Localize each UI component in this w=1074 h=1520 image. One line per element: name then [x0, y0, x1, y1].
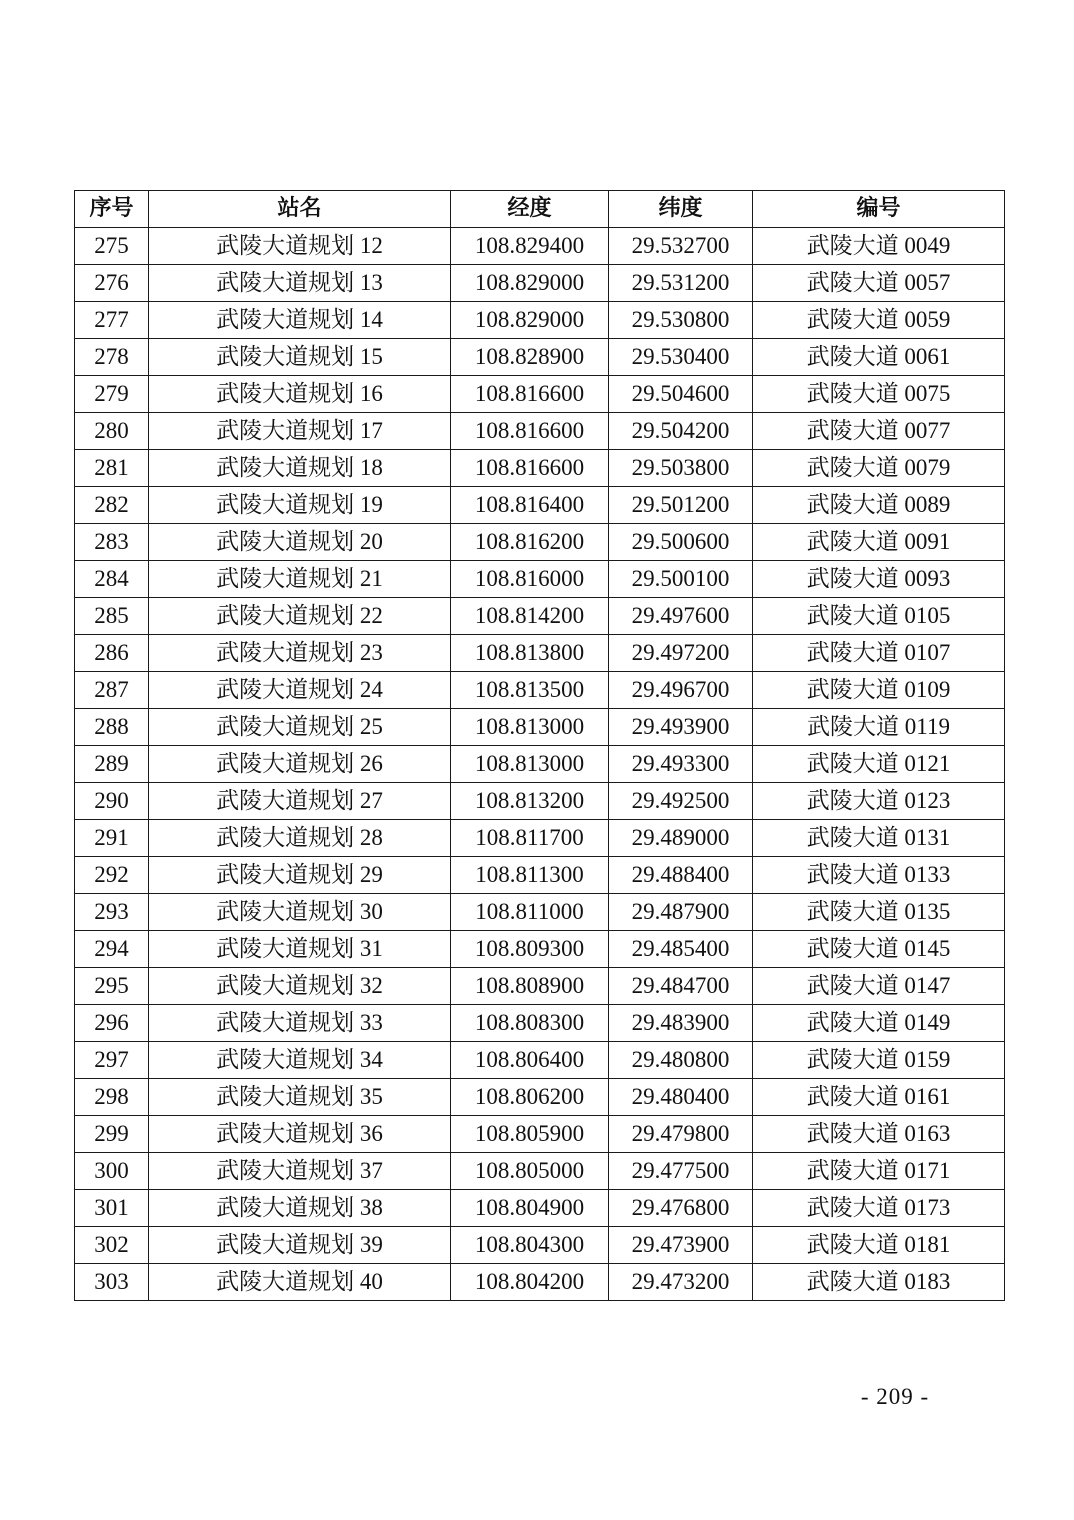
cell-code: 武陵大道 0109 [753, 672, 1005, 709]
cell-code: 武陵大道 0119 [753, 709, 1005, 746]
table-body [75, 228, 1005, 1301]
cell-longitude: 108.808900 [451, 968, 609, 1005]
cell-latitude: 29.497200 [609, 635, 753, 672]
cell-code: 武陵大道 0163 [753, 1116, 1005, 1153]
cell-station-name: 武陵大道规划 21 [149, 561, 451, 598]
table-row [75, 635, 1005, 672]
cell-code: 武陵大道 0131 [753, 820, 1005, 857]
page-number: - 209 - [860, 1384, 930, 1409]
cell-latitude: 29.496700 [609, 672, 753, 709]
cell-station-name: 武陵大道规划 40 [149, 1264, 451, 1301]
cell-station-name: 武陵大道规划 36 [149, 1116, 451, 1153]
cell-code: 武陵大道 0075 [753, 376, 1005, 413]
cell-code: 武陵大道 0059 [753, 302, 1005, 339]
cell-latitude: 29.483900 [609, 1005, 753, 1042]
cell-seq: 282 [75, 487, 149, 524]
cell-code: 武陵大道 0135 [753, 894, 1005, 931]
cell-longitude: 108.813500 [451, 672, 609, 709]
table-header [75, 191, 1005, 228]
table-row [75, 1153, 1005, 1190]
cell-code: 武陵大道 0123 [753, 783, 1005, 820]
cell-seq: 276 [75, 265, 149, 302]
cell-longitude: 108.814200 [451, 598, 609, 635]
cell-seq: 277 [75, 302, 149, 339]
table-row [75, 783, 1005, 820]
cell-code: 武陵大道 0107 [753, 635, 1005, 672]
cell-longitude: 108.813000 [451, 709, 609, 746]
cell-station-name: 武陵大道规划 13 [149, 265, 451, 302]
table-row [75, 1264, 1005, 1301]
cell-station-name: 武陵大道规划 33 [149, 1005, 451, 1042]
cell-latitude: 29.479800 [609, 1116, 753, 1153]
cell-longitude: 108.805000 [451, 1153, 609, 1190]
cell-longitude: 108.813800 [451, 635, 609, 672]
table-row [75, 746, 1005, 783]
cell-longitude: 108.811300 [451, 857, 609, 894]
cell-seq: 280 [75, 413, 149, 450]
cell-longitude: 108.811700 [451, 820, 609, 857]
cell-longitude: 108.811000 [451, 894, 609, 931]
table-row [75, 302, 1005, 339]
cell-latitude: 29.501200 [609, 487, 753, 524]
cell-longitude: 108.804300 [451, 1227, 609, 1264]
cell-latitude: 29.530400 [609, 339, 753, 376]
cell-station-name: 武陵大道规划 19 [149, 487, 451, 524]
cell-longitude: 108.813000 [451, 746, 609, 783]
table-row [75, 709, 1005, 746]
cell-seq: 288 [75, 709, 149, 746]
header-name: 站名 [149, 191, 451, 228]
cell-code: 武陵大道 0171 [753, 1153, 1005, 1190]
table-row [75, 1042, 1005, 1079]
table-row [75, 931, 1005, 968]
cell-seq: 302 [75, 1227, 149, 1264]
cell-latitude: 29.473200 [609, 1264, 753, 1301]
table-row [75, 1079, 1005, 1116]
cell-code: 武陵大道 0147 [753, 968, 1005, 1005]
table-row [75, 228, 1005, 265]
cell-latitude: 29.497600 [609, 598, 753, 635]
cell-seq: 292 [75, 857, 149, 894]
table-row [75, 894, 1005, 931]
cell-longitude: 108.813200 [451, 783, 609, 820]
cell-latitude: 29.484700 [609, 968, 753, 1005]
cell-seq: 281 [75, 450, 149, 487]
cell-seq: 300 [75, 1153, 149, 1190]
cell-station-name: 武陵大道规划 18 [149, 450, 451, 487]
header-row [75, 191, 1005, 228]
cell-seq: 283 [75, 524, 149, 561]
header-longitude: 经度 [451, 191, 609, 228]
cell-latitude: 29.485400 [609, 931, 753, 968]
cell-longitude: 108.829000 [451, 302, 609, 339]
cell-station-name: 武陵大道规划 20 [149, 524, 451, 561]
cell-longitude: 108.808300 [451, 1005, 609, 1042]
cell-longitude: 108.806400 [451, 1042, 609, 1079]
cell-code: 武陵大道 0161 [753, 1079, 1005, 1116]
cell-seq: 291 [75, 820, 149, 857]
cell-code: 武陵大道 0159 [753, 1042, 1005, 1079]
cell-latitude: 29.500600 [609, 524, 753, 561]
cell-seq: 303 [75, 1264, 149, 1301]
cell-code: 武陵大道 0121 [753, 746, 1005, 783]
cell-seq: 279 [75, 376, 149, 413]
cell-seq: 298 [75, 1079, 149, 1116]
table-row [75, 1005, 1005, 1042]
table-row [75, 672, 1005, 709]
cell-seq: 301 [75, 1190, 149, 1227]
table-row [75, 413, 1005, 450]
cell-code: 武陵大道 0145 [753, 931, 1005, 968]
cell-latitude: 29.480400 [609, 1079, 753, 1116]
cell-code: 武陵大道 0049 [753, 228, 1005, 265]
cell-latitude: 29.500100 [609, 561, 753, 598]
cell-station-name: 武陵大道规划 38 [149, 1190, 451, 1227]
table-row [75, 450, 1005, 487]
cell-longitude: 108.816000 [451, 561, 609, 598]
cell-code: 武陵大道 0149 [753, 1005, 1005, 1042]
cell-seq: 286 [75, 635, 149, 672]
cell-station-name: 武陵大道规划 12 [149, 228, 451, 265]
cell-code: 武陵大道 0173 [753, 1190, 1005, 1227]
cell-station-name: 武陵大道规划 28 [149, 820, 451, 857]
table-row [75, 487, 1005, 524]
cell-code: 武陵大道 0057 [753, 265, 1005, 302]
cell-latitude: 29.477500 [609, 1153, 753, 1190]
cell-code: 武陵大道 0181 [753, 1227, 1005, 1264]
cell-code: 武陵大道 0089 [753, 487, 1005, 524]
cell-longitude: 108.809300 [451, 931, 609, 968]
cell-station-name: 武陵大道规划 16 [149, 376, 451, 413]
table-row [75, 524, 1005, 561]
cell-seq: 293 [75, 894, 149, 931]
cell-station-name: 武陵大道规划 39 [149, 1227, 451, 1264]
cell-station-name: 武陵大道规划 15 [149, 339, 451, 376]
cell-longitude: 108.816600 [451, 376, 609, 413]
cell-station-name: 武陵大道规划 23 [149, 635, 451, 672]
cell-latitude: 29.531200 [609, 265, 753, 302]
cell-code: 武陵大道 0077 [753, 413, 1005, 450]
header-latitude: 纬度 [609, 191, 753, 228]
cell-seq: 284 [75, 561, 149, 598]
cell-longitude: 108.816600 [451, 413, 609, 450]
cell-longitude: 108.828900 [451, 339, 609, 376]
cell-latitude: 29.480800 [609, 1042, 753, 1079]
cell-seq: 289 [75, 746, 149, 783]
cell-station-name: 武陵大道规划 29 [149, 857, 451, 894]
cell-station-name: 武陵大道规划 17 [149, 413, 451, 450]
cell-station-name: 武陵大道规划 27 [149, 783, 451, 820]
cell-code: 武陵大道 0079 [753, 450, 1005, 487]
cell-latitude: 29.504200 [609, 413, 753, 450]
table-row [75, 1190, 1005, 1227]
cell-seq: 299 [75, 1116, 149, 1153]
cell-seq: 287 [75, 672, 149, 709]
cell-longitude: 108.816400 [451, 487, 609, 524]
cell-latitude: 29.530800 [609, 302, 753, 339]
cell-code: 武陵大道 0091 [753, 524, 1005, 561]
table-row [75, 376, 1005, 413]
cell-latitude: 29.487900 [609, 894, 753, 931]
cell-latitude: 29.476800 [609, 1190, 753, 1227]
cell-latitude: 29.492500 [609, 783, 753, 820]
cell-longitude: 108.829000 [451, 265, 609, 302]
cell-code: 武陵大道 0133 [753, 857, 1005, 894]
cell-longitude: 108.816600 [451, 450, 609, 487]
cell-latitude: 29.503800 [609, 450, 753, 487]
cell-longitude: 108.804900 [451, 1190, 609, 1227]
table-row [75, 561, 1005, 598]
cell-station-name: 武陵大道规划 30 [149, 894, 451, 931]
cell-seq: 295 [75, 968, 149, 1005]
table-row [75, 598, 1005, 635]
cell-longitude: 108.806200 [451, 1079, 609, 1116]
cell-latitude: 29.488400 [609, 857, 753, 894]
cell-station-name: 武陵大道规划 34 [149, 1042, 451, 1079]
cell-longitude: 108.816200 [451, 524, 609, 561]
cell-station-name: 武陵大道规划 31 [149, 931, 451, 968]
cell-latitude: 29.473900 [609, 1227, 753, 1264]
table-row [75, 1116, 1005, 1153]
table-row [75, 1227, 1005, 1264]
cell-station-name: 武陵大道规划 24 [149, 672, 451, 709]
cell-station-name: 武陵大道规划 37 [149, 1153, 451, 1190]
table-row [75, 265, 1005, 302]
cell-longitude: 108.804200 [451, 1264, 609, 1301]
cell-seq: 296 [75, 1005, 149, 1042]
cell-latitude: 29.489000 [609, 820, 753, 857]
cell-code: 武陵大道 0183 [753, 1264, 1005, 1301]
table-row [75, 820, 1005, 857]
cell-seq: 278 [75, 339, 149, 376]
table-row [75, 339, 1005, 376]
station-table [74, 190, 1005, 1301]
cell-station-name: 武陵大道规划 35 [149, 1079, 451, 1116]
cell-seq: 297 [75, 1042, 149, 1079]
cell-station-name: 武陵大道规划 25 [149, 709, 451, 746]
cell-code: 武陵大道 0105 [753, 598, 1005, 635]
cell-seq: 290 [75, 783, 149, 820]
table-row [75, 968, 1005, 1005]
cell-latitude: 29.532700 [609, 228, 753, 265]
cell-latitude: 29.504600 [609, 376, 753, 413]
cell-longitude: 108.829400 [451, 228, 609, 265]
cell-latitude: 29.493300 [609, 746, 753, 783]
cell-code: 武陵大道 0061 [753, 339, 1005, 376]
cell-code: 武陵大道 0093 [753, 561, 1005, 598]
cell-seq: 285 [75, 598, 149, 635]
cell-seq: 294 [75, 931, 149, 968]
cell-longitude: 108.805900 [451, 1116, 609, 1153]
cell-station-name: 武陵大道规划 14 [149, 302, 451, 339]
cell-station-name: 武陵大道规划 26 [149, 746, 451, 783]
header-seq: 序号 [75, 191, 149, 228]
cell-station-name: 武陵大道规划 22 [149, 598, 451, 635]
header-code: 编号 [753, 191, 1005, 228]
cell-latitude: 29.493900 [609, 709, 753, 746]
table-row [75, 857, 1005, 894]
cell-seq: 275 [75, 228, 149, 265]
cell-station-name: 武陵大道规划 32 [149, 968, 451, 1005]
